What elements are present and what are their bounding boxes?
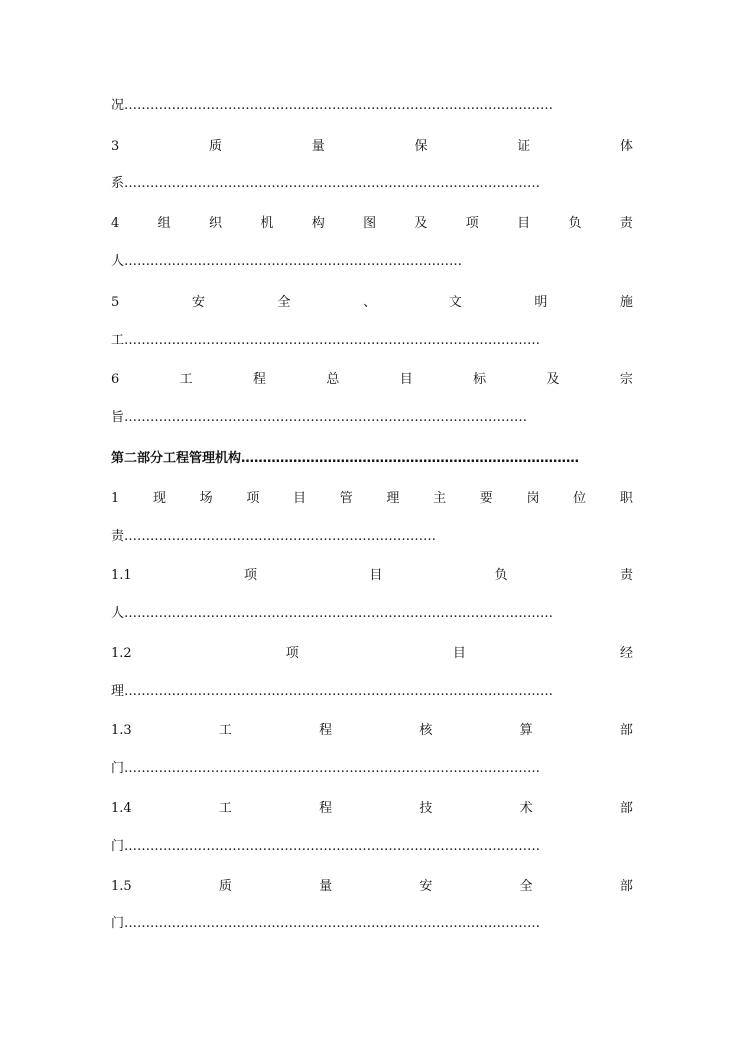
toc-line-continuation: 门…………………………………………………………………………………… <box>111 839 540 854</box>
toc-line-continuation: 门…………………………………………………………………………………… <box>111 916 540 931</box>
toc-line-continuation: 人……………………………………………………………………………………… <box>111 606 553 621</box>
toc-line-continuation: 人…………………………………………………………………… <box>111 254 462 269</box>
toc-line-entry: 3 质 量 保 证 体 <box>111 139 633 154</box>
toc-line-entry: 1.4 工 程 技 术 部 <box>111 801 633 816</box>
toc-line-entry: 6 工 程 总 目 标 及 宗 <box>111 372 633 387</box>
toc-line-entry: 4 组 织 机 构 图 及 项 目 负 责 <box>111 216 633 231</box>
toc-line-continuation: 理……………………………………………………………………………………… <box>111 684 553 699</box>
toc-line-entry: 1.1 项 目 负 责 <box>111 568 633 583</box>
toc-line-continuation: 责……………………………………………………………… <box>111 529 436 544</box>
toc-line-continuation: 门…………………………………………………………………………………… <box>111 761 540 776</box>
toc-line-continuation: 系…………………………………………………………………………………… <box>111 176 540 191</box>
toc-line-continuation: 况……………………………………………………………………………………… <box>111 98 553 113</box>
toc-line-entry: 1.5 质 量 安 全 部 <box>111 879 633 894</box>
toc-line-entry: 5 安 全 、 文 明 施 <box>111 295 633 310</box>
toc-section-heading: 第二部分工程管理机构…………………………………………………………………… <box>111 451 580 466</box>
toc-line-continuation: 旨………………………………………………………………………………… <box>111 410 527 425</box>
toc-line-entry: 1.2 项 目 经 <box>111 646 633 661</box>
toc-line-entry: 1 现 场 项 目 管 理 主 要 岗 位 职 <box>111 491 633 506</box>
toc-line-entry: 1.3 工 程 核 算 部 <box>111 723 633 738</box>
toc-line-continuation: 工…………………………………………………………………………………… <box>111 333 540 348</box>
